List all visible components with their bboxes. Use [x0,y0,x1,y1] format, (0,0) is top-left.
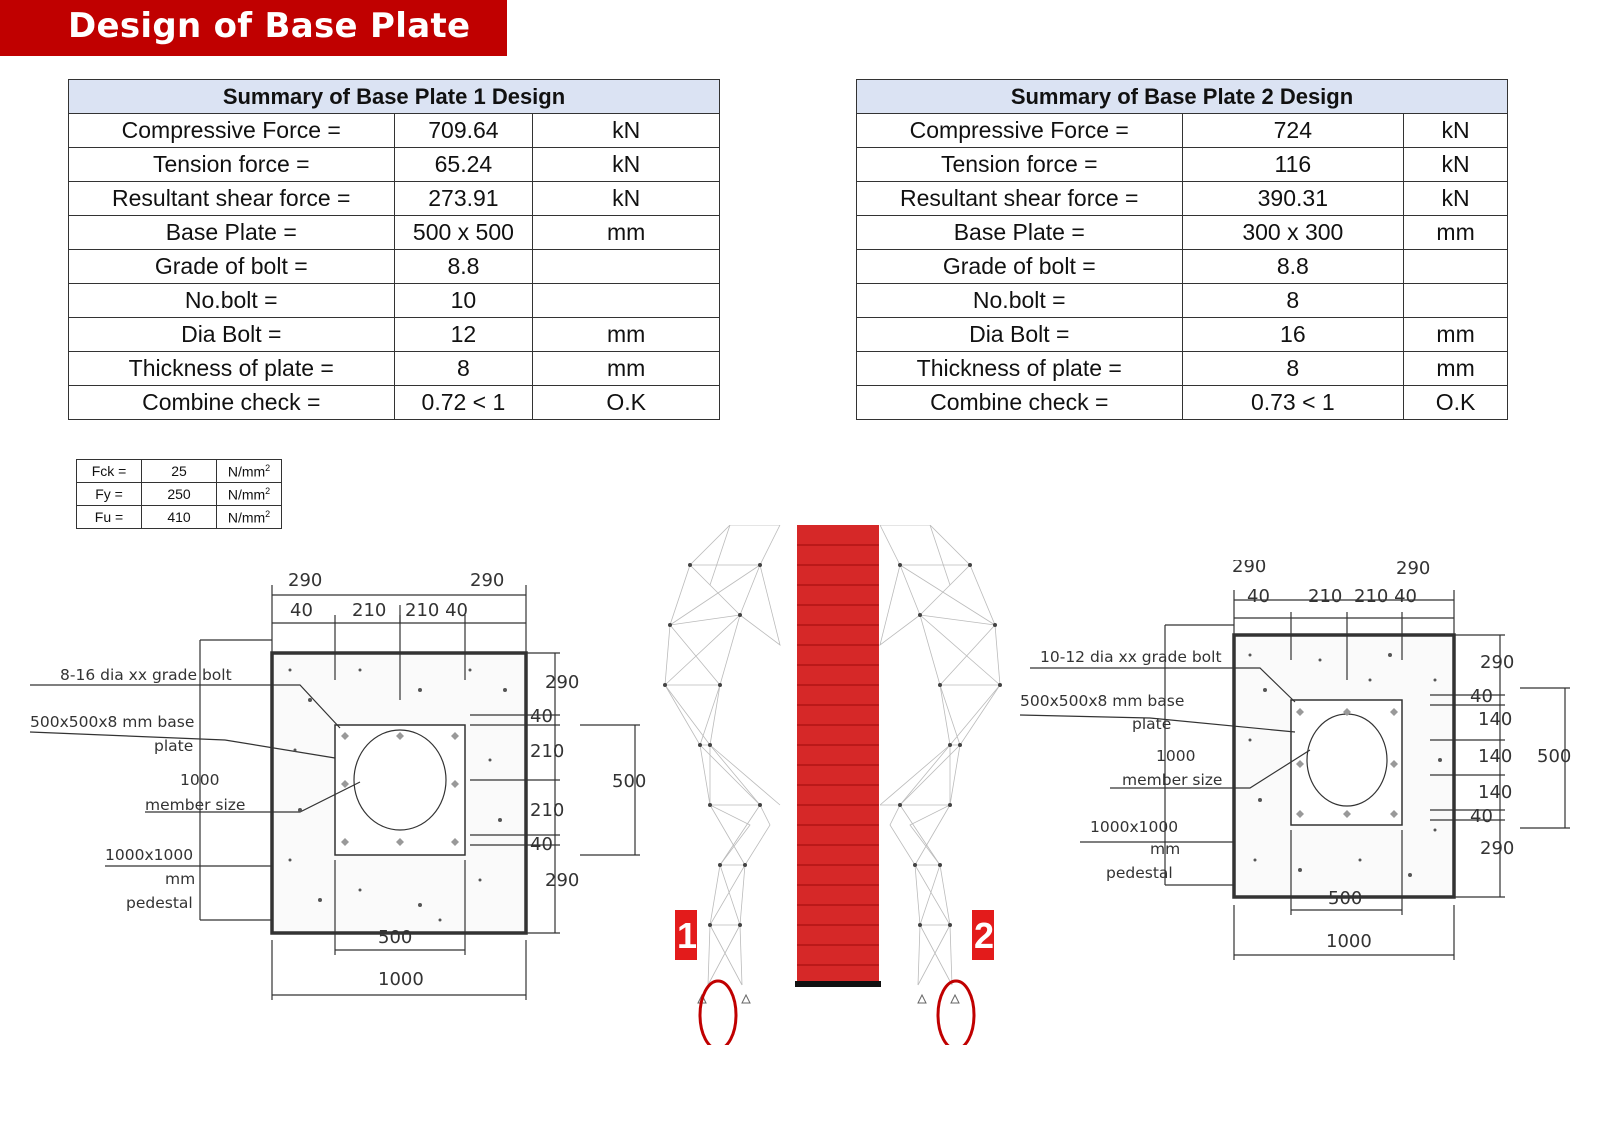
row-unit: mm [1404,318,1508,352]
dim-bottom-pedestal: 1000 [378,969,424,990]
row-label: Grade of bolt = [69,250,395,284]
dim-right-6: 40 [1470,806,1493,827]
dim-top-right: 290 [470,570,505,591]
row-label: Thickness of plate = [857,352,1183,386]
row-value: 709.64 [394,114,533,148]
row-label: Combine check = [69,386,395,420]
dim-right-5: 140 [1478,782,1513,803]
row-value: 8.8 [1182,250,1404,284]
row-value: 8 [394,352,533,386]
prop-value: 410 [142,506,217,529]
prop-unit: $N/mm^2$ [217,483,282,506]
dim-right-1: 290 [545,672,580,693]
row-label: Resultant shear force = [69,182,395,216]
dim-right-4: 140 [1478,746,1513,767]
pedestal-label-line2: mm [165,870,196,888]
dim-right-7: 290 [1480,838,1515,859]
member-label-line1: 1000 [180,771,220,789]
prop-label: Fck = [77,460,142,483]
dim-second-a: 40 [1247,586,1270,607]
row-unit: kN [533,148,720,182]
row-unit: mm [1404,216,1508,250]
pedestal-label-line1: 1000x1000 [1090,818,1179,836]
dim-bottom-plate: 500 [1328,888,1363,909]
central-column [797,525,879,985]
table-row [69,284,720,318]
prop-unit: $N/mm^2$ [217,506,282,529]
row-value: 10 [394,284,533,318]
dim-second-b: 210 [1308,586,1343,607]
bolt-label: 8-16 dia xx grade bolt [60,666,232,684]
table-row [857,114,1508,148]
row-value: 500 x 500 [394,216,533,250]
row-unit: mm [533,318,720,352]
table-row [77,483,282,506]
dim-right-6: 290 [545,870,580,891]
row-value: 116 [1182,148,1404,182]
pedestal-label-line2: mm [1150,840,1181,858]
row-unit [533,284,720,318]
dim-right-1: 290 [1480,652,1515,673]
table-row [857,284,1508,318]
row-unit: mm [533,352,720,386]
support-highlight-2 [938,981,974,1045]
plate-label-line2: plate [154,737,194,755]
row-value: 273.91 [394,182,533,216]
row-label: No.bolt = [857,284,1183,318]
plate-label-line1: 500x500x8 mm base [1020,692,1185,710]
table-row [69,318,720,352]
row-label: Base Plate = [857,216,1183,250]
page-title: Design of Base Plate [68,6,471,46]
dim-right-2: 40 [530,706,553,727]
material-properties-table [76,459,282,529]
table-row [69,182,720,216]
table-row [857,250,1508,284]
row-label: Dia Bolt = [857,318,1183,352]
row-unit [533,250,720,284]
plate-label-line2: plate [1132,715,1172,733]
dim-right-4: 210 [530,800,565,821]
dim-second-c: 210 40 [405,600,468,621]
row-value: 8.8 [394,250,533,284]
prop-value: 25 [142,460,217,483]
row-unit: O.K [1404,386,1508,420]
row-value: 724 [1182,114,1404,148]
base-plate-2-drawing [1010,560,1590,980]
row-unit: kN [1404,114,1508,148]
dim-plate-right: 500 [1537,746,1572,767]
row-value: 0.73 < 1 [1182,386,1404,420]
structure-elevation [650,525,1020,1045]
table-header: Summary of Base Plate 2 Design [857,80,1508,114]
row-value: 8 [1182,352,1404,386]
bolt-label: 10-12 dia xx grade bolt [1040,648,1222,666]
marker-1: 1 [677,915,698,956]
dim-second-c: 210 40 [1354,586,1417,607]
row-unit [1404,250,1508,284]
table-row [857,352,1508,386]
row-label: Tension force = [857,148,1183,182]
support-highlight-1 [700,981,736,1045]
table-row [69,250,720,284]
table-row [69,352,720,386]
member-label-line2: member size [1122,771,1223,789]
table-row [69,114,720,148]
row-label: Dia Bolt = [69,318,395,352]
row-unit: mm [1404,352,1508,386]
summary-table-plate-2 [856,79,1508,420]
row-unit: kN [1404,148,1508,182]
title-banner [0,0,507,56]
prop-label: Fu = [77,506,142,529]
table-row [77,506,282,529]
table-header: Summary of Base Plate 1 Design [69,80,720,114]
row-label: Compressive Force = [69,114,395,148]
row-label: No.bolt = [69,284,395,318]
dim-right-3: 140 [1478,709,1513,730]
dim-top-right: 290 [1396,560,1431,579]
supports [698,995,959,1003]
dim-bottom-pedestal: 1000 [1326,931,1372,952]
row-label: Compressive Force = [857,114,1183,148]
dim-right-3: 210 [530,741,565,762]
dim-right-5: 40 [530,834,553,855]
row-label: Thickness of plate = [69,352,395,386]
table-row [857,182,1508,216]
pedestal-label-line3: pedestal [1106,864,1173,882]
prop-label: Fy = [77,483,142,506]
dim-bottom-plate: 500 [378,927,413,948]
row-value: 8 [1182,284,1404,318]
pedestal-label-line3: pedestal [126,894,193,912]
plate-label-line1: 500x500x8 mm base [30,713,195,731]
row-label: Grade of bolt = [857,250,1183,284]
table-row [857,318,1508,352]
member-label-line2: member size [145,796,246,814]
row-value: 65.24 [394,148,533,182]
member-label-line1: 1000 [1156,747,1196,765]
dim-plate-right: 500 [612,771,647,792]
table-row [77,460,282,483]
table-row [857,216,1508,250]
row-label: Base Plate = [69,216,395,250]
row-unit: mm [533,216,720,250]
dim-top-left: 290 [288,570,323,591]
marker-2: 2 [974,915,995,956]
dim-top-left: 290 [1232,560,1267,577]
row-label: Tension force = [69,148,395,182]
row-value: 390.31 [1182,182,1404,216]
row-unit: kN [533,182,720,216]
summary-table-plate-1 [68,79,720,420]
row-value: 16 [1182,318,1404,352]
row-label: Resultant shear force = [857,182,1183,216]
column-base [795,981,881,987]
row-unit [1404,284,1508,318]
row-unit: O.K [533,386,720,420]
pedestal-label-line1: 1000x1000 [105,846,194,864]
dim-right-2: 40 [1470,686,1493,707]
row-label: Combine check = [857,386,1183,420]
table-row [857,148,1508,182]
dim-second-a: 40 [290,600,313,621]
dim-second-b: 210 [352,600,387,621]
row-value: 300 x 300 [1182,216,1404,250]
row-unit: kN [533,114,720,148]
row-value: 12 [394,318,533,352]
prop-value: 250 [142,483,217,506]
row-value: 0.72 < 1 [394,386,533,420]
row-unit: kN [1404,182,1508,216]
prop-unit: $N/mm^2$ [217,460,282,483]
table-row [69,216,720,250]
table-row [857,386,1508,420]
table-row [69,386,720,420]
base-plate-1-drawing [0,560,650,1020]
table-row [69,148,720,182]
